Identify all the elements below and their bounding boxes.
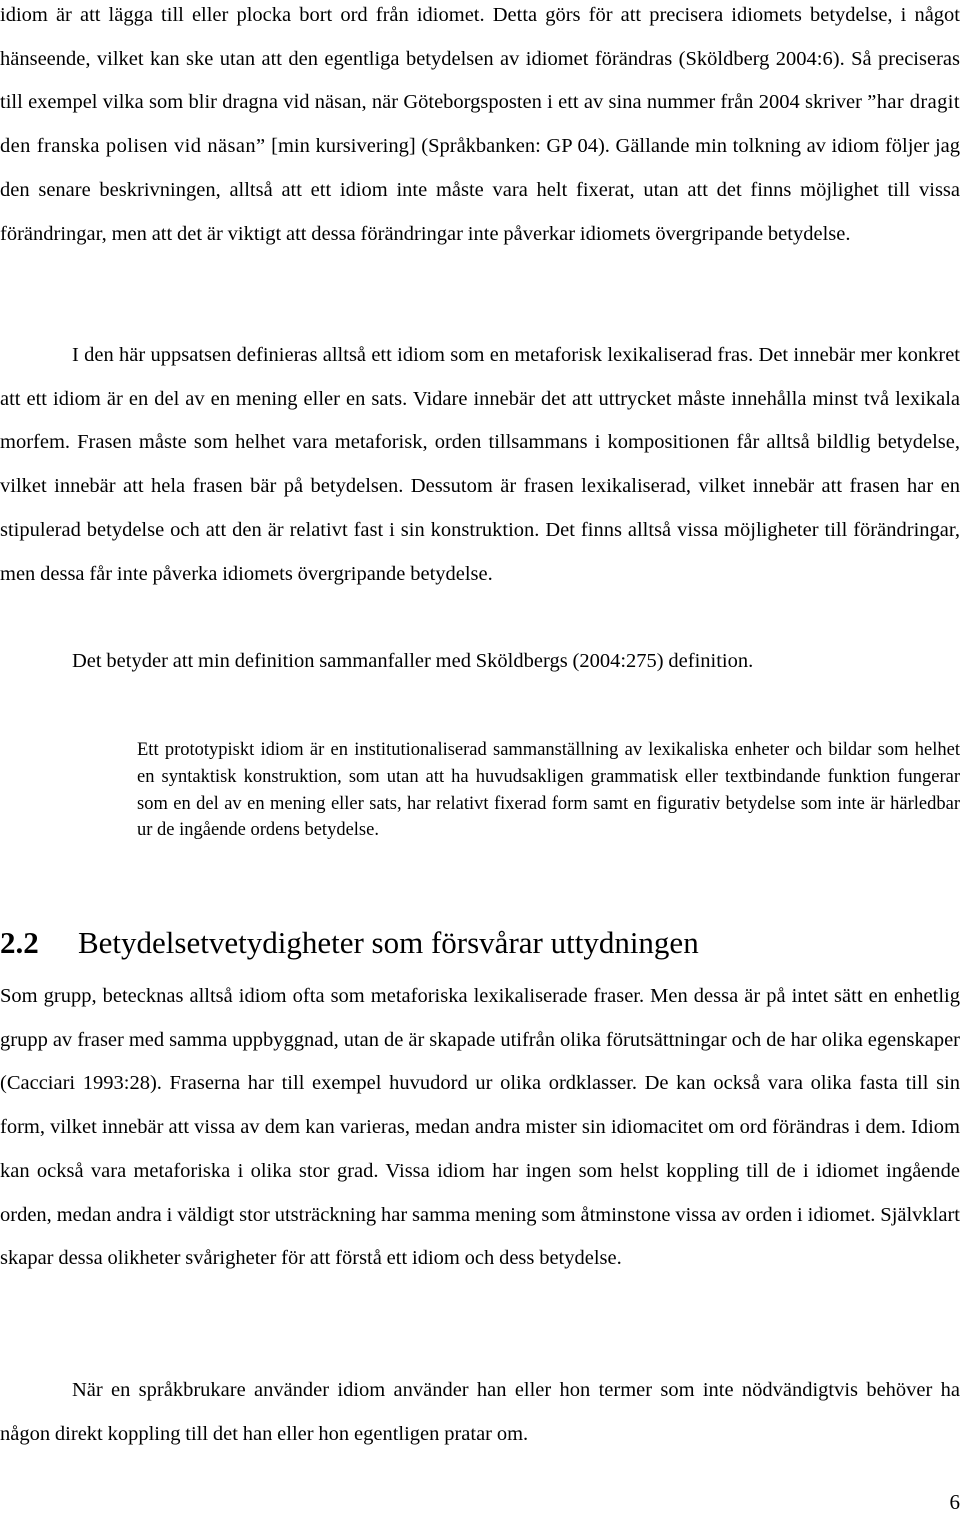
section-number: 2.2 (0, 925, 39, 960)
page-number: 6 (949, 1490, 960, 1514)
quoted-example: ”har dragit den franska polisen vid näsan” (0, 91, 960, 158)
paragraph-idiom-variation (0, 0, 960, 256)
paragraph-definition-reference: Det betyder att min definition sammanfaller med Sköldbergs (2004:275) definition. (72, 650, 754, 672)
paragraph-idiom-definition: I den här uppsatsen definieras alltså ett idiom som en metaforisk lexikaliserad fras. Det innebär mer konkret att ett idiom är en del av en mening eller en sats. Vidare innebär det att uttrycket måste innehålla minst två lexikala morfem. Frasen måste som helhet vara metaforisk, orden tillsammans i kompositionen får alltså bildlig betydelse, vilket innebär att hela frasen bär på betydelsen. Dessutom är frasen lexikaliserad, vilket innebär att frasen har en stipulerad betydelse och att den är relativt fast i sin konstruktion. Det finns alltså vissa möjligheter till förändringar, men dessa får inte påverka idiomets övergripande betydelse. (0, 344, 960, 585)
paragraph-language-user: När en språkbrukare använder idiom använder han eller hon termer som inte nödvändigtvis behöver ha någon direkt koppling till det han eller hon egentligen pratar om. (0, 1379, 960, 1445)
paragraph-text-part: [min kursivering] (Språkbanken: GP 04). Gällande min tolkning av idiom följer jag den senare beskrivningen, alltså att ett idiom inte måste vara helt fixerat, utan att det finns möjlighet till vissa förändringar, men att det är viktigt att dessa förändringar inte påverkar idiomets övergripande betydelse. (0, 135, 960, 245)
section-title: Betydelsetvetydigheter som försvårar uttydningen (78, 925, 699, 960)
block-quote-definition: Ett prototypiskt idiom är en institutionaliserad sammanställning av lexikaliska enheter och bildar som helhet en syntaktisk konstruktion, som utan att ha huvudsakligen grammatisk eller textbindande funktion fungerar som en del av en mening eller sats, har relativt fixerad form samt en figurativ betydelse som inte är härledbar ur de ingående ordens betydelse. (137, 740, 960, 841)
paragraph-idiom-groups: Som grupp, betecknas alltså idiom ofta som metaforiska lexikaliserade fraser. Men dessa är på intet sätt en enhetlig grupp av fraser med samma uppbyggnad, utan de är skapade utifrån olika förutsättningar och de har olika egenskaper (Cacciari 1993:28). Fraserna har till exempel huvudord ur olika ordklasser. De kan också vara olika fasta till sin form, vilket innebär att vissa av dem kan varieras, medan andra mister sin idiomacitet om ord förändras i dem. Idiom kan också vara metaforiska i olika stor grad. Vissa idiom har ingen som helst koppling till de i idiomet ingående orden, medan andra i väldigt stor utsträckning har samma mening som åtminstone vissa av orden i idiomet. Självklart skapar dessa olikheter svårigheter för att förstå ett idiom och dess betydelse. (0, 985, 960, 1270)
paragraph-text-part: idiom är att lägga till eller plocka bort ord från idiomet. Detta görs för att precisera idiomets betydelse, i något hänseende, vilket kan ske utan att den egentliga betydelsen av idiomet förändras (Sköldberg 2004:6). Så preciseras till exempel vilka som blir dragna vid näsan, när Göteborgsposten i ett av sina nummer från 2004 skriver (0, 4, 960, 114)
section-heading (0, 918, 699, 968)
